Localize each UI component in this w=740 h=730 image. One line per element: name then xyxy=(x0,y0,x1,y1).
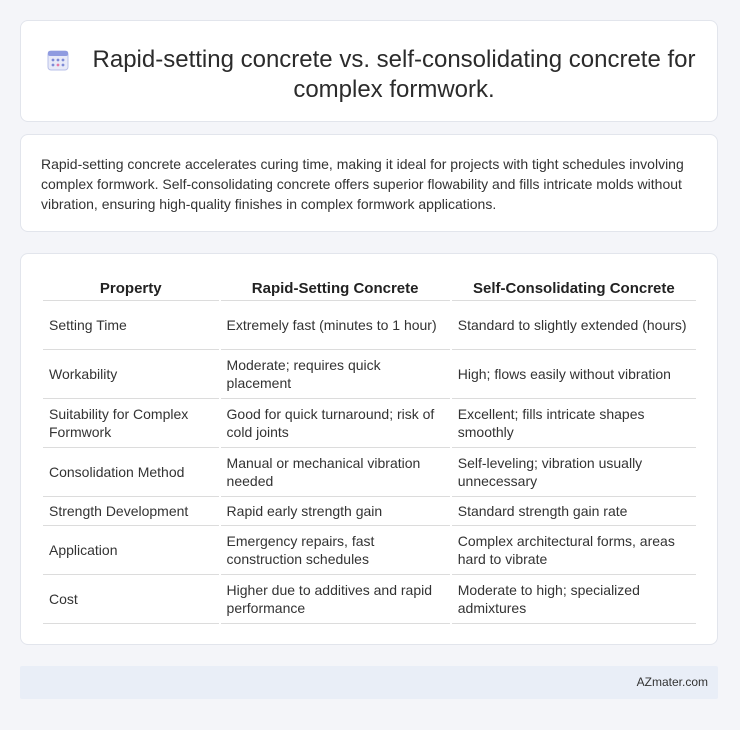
table-cell: Rapid early strength gain xyxy=(221,497,450,526)
table-cell: Complex architectural forms, areas hard to vibrate xyxy=(452,526,696,575)
table-cell: Workability xyxy=(43,350,219,399)
comparison-table xyxy=(41,274,698,624)
table-row xyxy=(43,350,696,399)
footer-site-link[interactable]: AZmater.com xyxy=(636,675,708,689)
table-cell: High; flows easily without vibration xyxy=(452,350,696,399)
table-cell: Self-leveling; vibration usually unnecessary xyxy=(452,448,696,497)
table-row xyxy=(43,399,696,448)
column-header-property: Property xyxy=(43,274,219,301)
title-card xyxy=(20,20,718,122)
table-cell: Setting Time xyxy=(43,301,219,350)
calendar-icon xyxy=(47,49,69,71)
summary-card xyxy=(20,134,718,232)
table-cell: Extremely fast (minutes to 1 hour) xyxy=(221,301,450,350)
table-cell: Application xyxy=(43,526,219,575)
table-cell: Manual or mechanical vibration needed xyxy=(221,448,450,497)
table-cell: Good for quick turnaround; risk of cold joints xyxy=(221,399,450,448)
summary-text: Rapid-setting concrete accelerates curing time, making it ideal for projects with tight schedules involving complex formwork. Self-consolidating concrete offers superior flowability and fills intricate molds without vibration, ensuring high-quality finishes in complex formwork applications. xyxy=(41,156,684,212)
table-cell: Excellent; fills intricate shapes smoothly xyxy=(452,399,696,448)
table-header-row xyxy=(43,274,696,301)
table-cell: Moderate to high; specialized admixtures xyxy=(452,575,696,624)
table-row xyxy=(43,448,696,497)
table-cell: Suitability for Complex Formwork xyxy=(43,399,219,448)
table-cell: Standard to slightly extended (hours) xyxy=(452,301,696,350)
table-cell: Strength Development xyxy=(43,497,219,526)
column-header-rapid-setting: Rapid-Setting Concrete xyxy=(221,274,450,301)
table-cell: Standard strength gain rate xyxy=(452,497,696,526)
footer-bar xyxy=(20,666,718,699)
comparison-table-card xyxy=(20,253,718,645)
table-cell: Moderate; requires quick placement xyxy=(221,350,450,399)
table-cell: Higher due to additives and rapid performance xyxy=(221,575,450,624)
table-row xyxy=(43,301,696,350)
table-cell: Emergency repairs, fast construction schedules xyxy=(221,526,450,575)
page-title: Rapid-setting concrete vs. self-consolidating concrete for complex formwork. xyxy=(92,46,696,103)
column-header-self-consolidating: Self-Consolidating Concrete xyxy=(452,274,696,301)
table-cell: Cost xyxy=(43,575,219,624)
table-row xyxy=(43,526,696,575)
table-row xyxy=(43,575,696,624)
table-row xyxy=(43,497,696,526)
table-cell: Consolidation Method xyxy=(43,448,219,497)
